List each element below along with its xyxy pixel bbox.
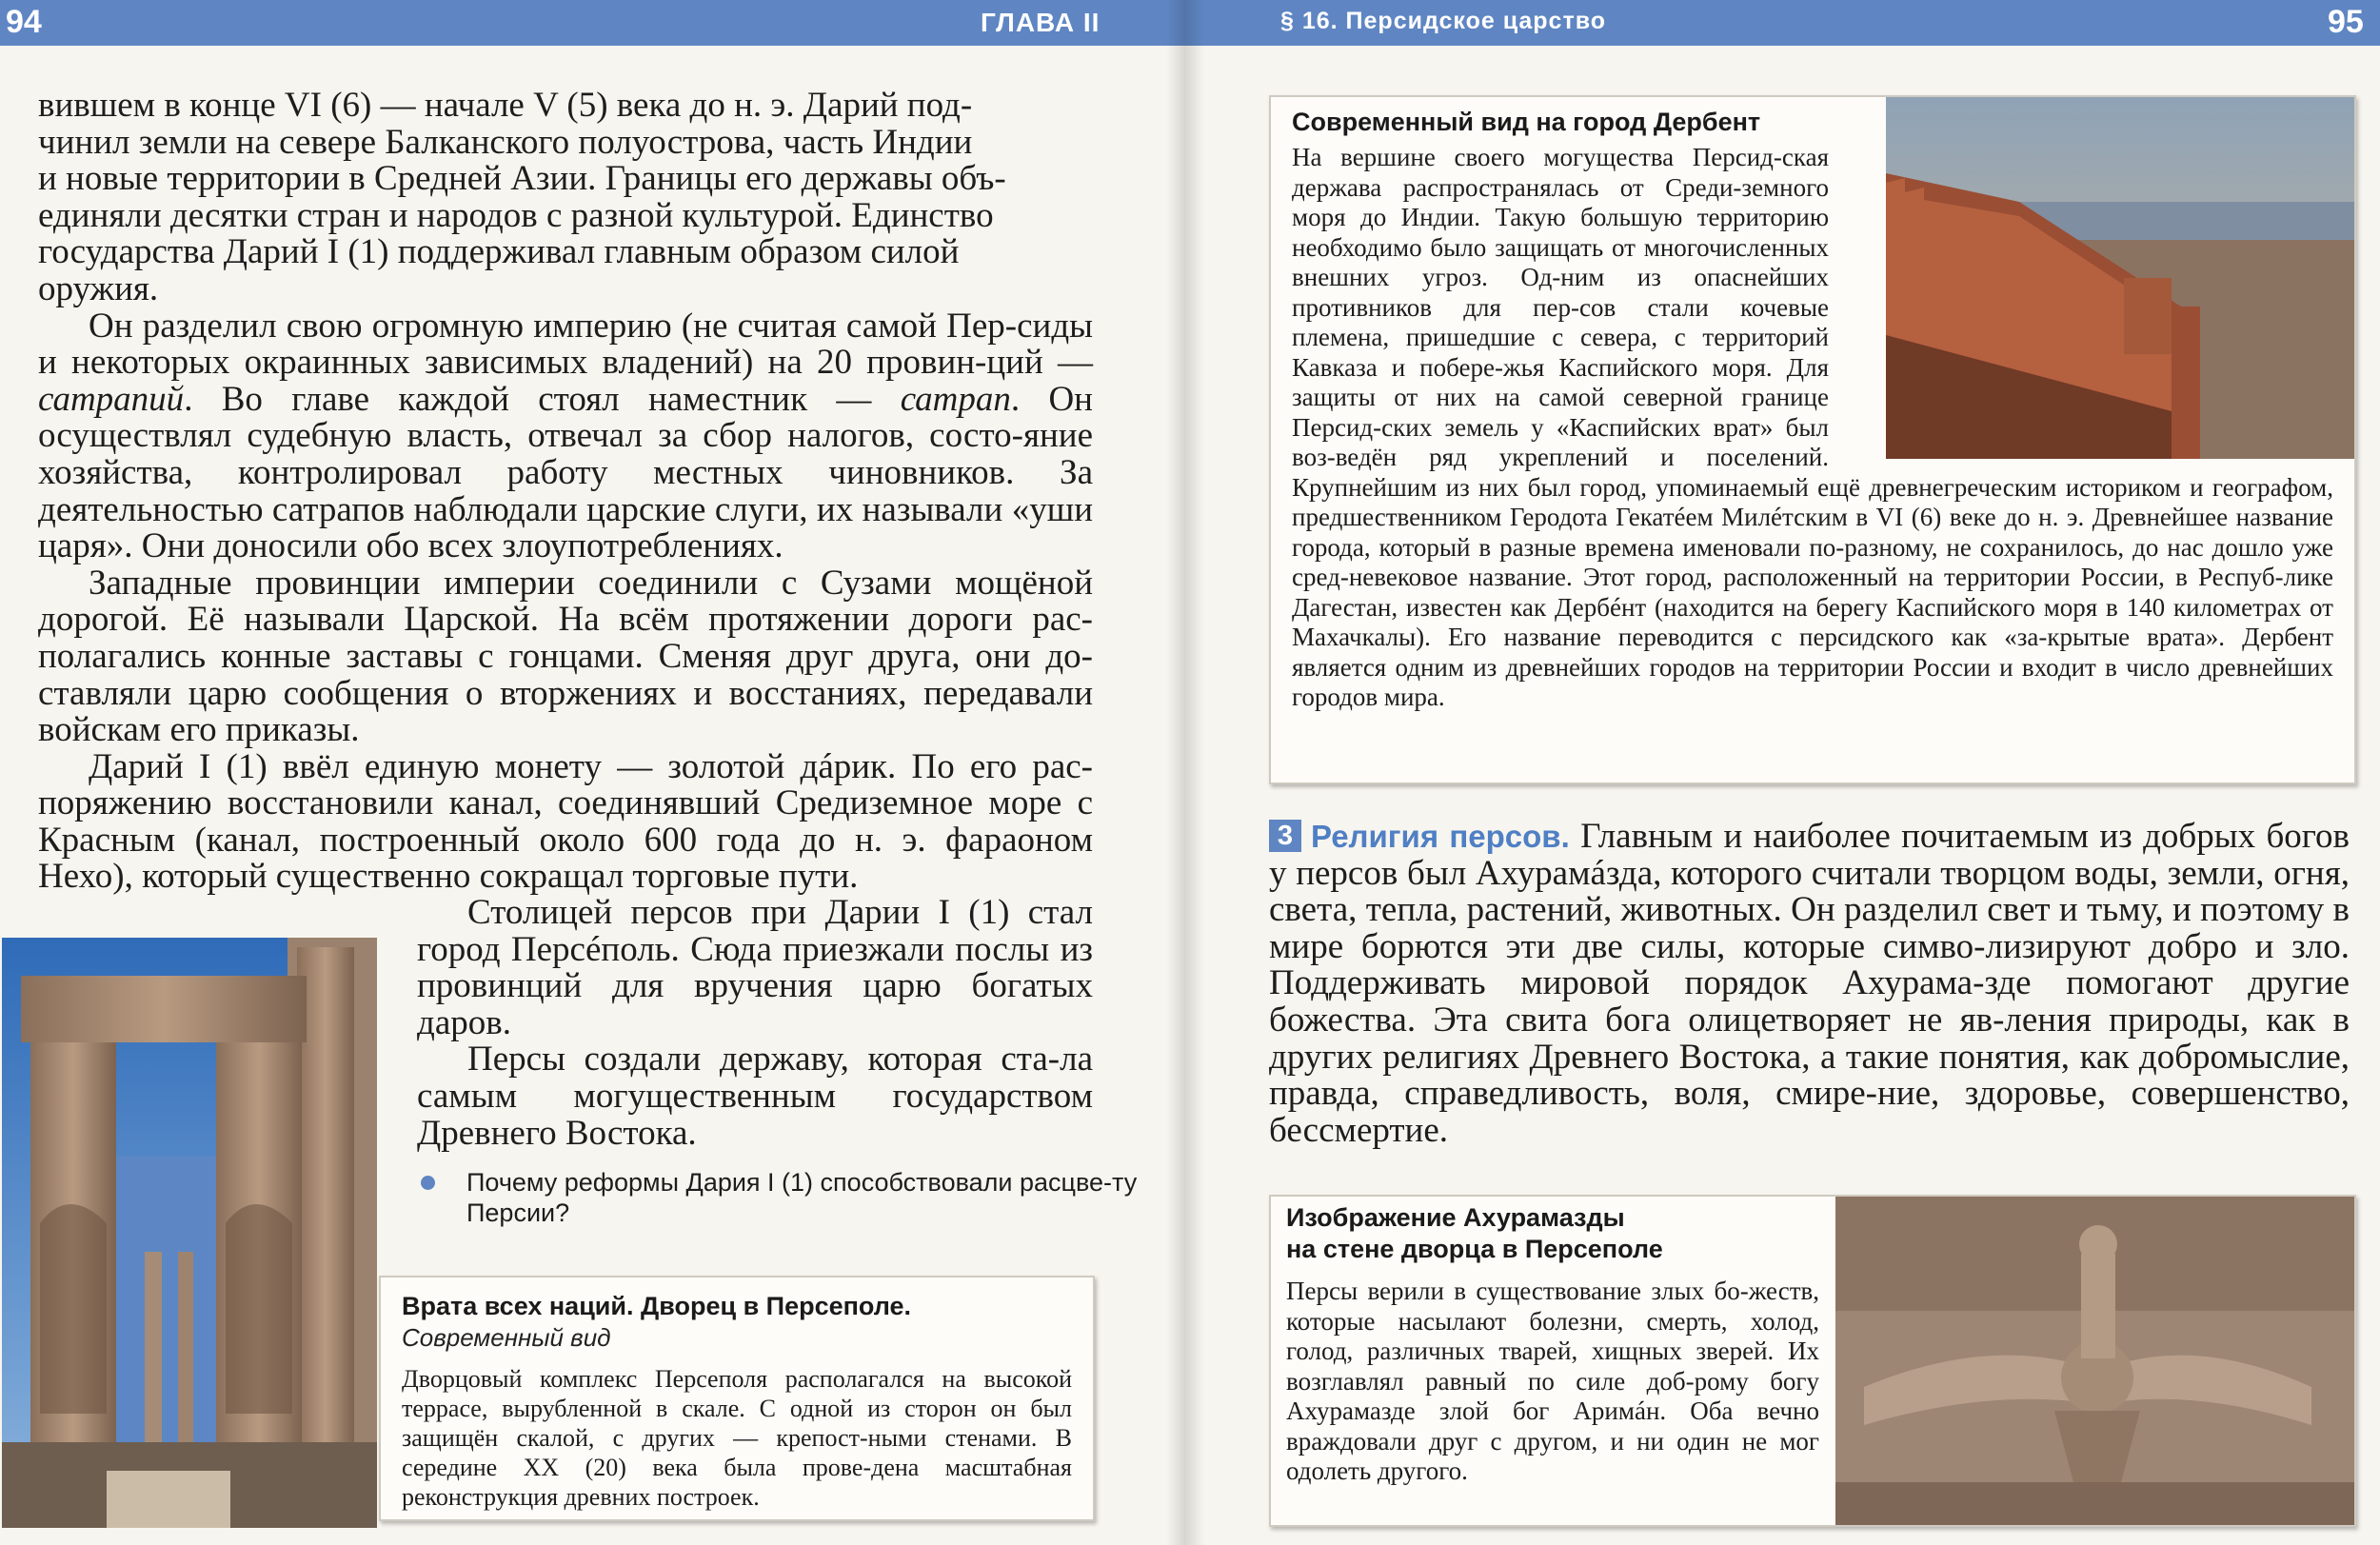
book-gutter <box>1166 0 1204 1545</box>
term-satrap: сатрап <box>900 379 1011 419</box>
section-header: § 16. Персидское царство <box>1280 8 1607 34</box>
religion-section <box>1269 819 2350 1149</box>
derbent-body: На вершине своего могущества Персид-ская держава распространялась от Среди-земного моря до Индии. Такую большую территорию необходимо было защищать от многочисленных внешних угроз. Од-ним из опаснейших противников для пер-сов стали кочевые племена, пришедшие с севера, с территорий Кавказа и побере-жья Каспийского моря. Для защиты от них на самой северной границе Персид-ских земель у «Каспийских врат» был воз-ведён ряд укреплений и поселений. Крупнейшим из них был город, упоминаемый ещё древнегреческим историком и географом, предшественником Геродота Гекатéем Милéтским в VI (6) веке до н. э. Древнейшее название города, который в разные времена именовали по-разному, не сохранилось, до нас дошло уже сред-невековое название. Этот город, расположенный на территории России, в Респуб-лике Дагестан, известен как Дербéнт (находится на берегу Каспийского моря в 140 километрах от Махачкалы). Его название переводится с персидского как «за-крытые врата». Дербент является одним из древнейших городов на территории России и входит в число древнейших городов мира. <box>1292 143 2333 711</box>
left-capital-text <box>417 895 1093 1152</box>
text-line: чинил земли на севере Балканского полуострова, часть Индии <box>38 122 973 162</box>
text-line: оружия. <box>38 268 159 308</box>
section-number-badge: 3 <box>1269 820 1301 852</box>
chapter-title: ГЛАВА II <box>981 8 1101 37</box>
persepolis-gate-photo <box>2 938 377 1528</box>
paragraph-royal-road: Западные провинции империи соединили с Сузами мощёной дорогой. Её называли Царской. На всём протяжении дороги рас-полагались конные заставы с гонцами. Сменяя друг друга, они до-ставляли царю сообщения о вторжениях и восстаниях, передавали войскам его приказы. <box>38 563 1093 750</box>
paragraph-satrapies: Он разделил свою огромную империю (не считая самой Пер-сиды и некоторых окраинных зависимых владений) на 20 провин-ций — сатрапий. Во главе каждой стоял наместник — сатрап. Он осуществлял судебную власть, отвечал за сбор налогов, состо-яние хозяйства, контролировал работу местных чиновников. За деятельностью сатрапов наблюдали царские слуги, их называли «уши царя». Они доносили обо всех злоупотреблениях. <box>38 306 1093 566</box>
right-header-bar <box>1185 0 2380 46</box>
derbent-text-top <box>1292 107 1844 138</box>
ahura-title-1: Изображение Ахурамазды <box>1286 1203 1625 1232</box>
left-main-text <box>38 88 1093 896</box>
ahuramazda-box <box>1269 1195 2356 1527</box>
text-line: единяли десятки стран и народов с разной культурой. Единство <box>38 195 994 235</box>
paragraph-power: Персы создали державу, которая ста-ла самым могущественным государством Древнего Востока. <box>417 1040 1093 1153</box>
text-line: государства Дарий I (1) поддерживал главным образом силой <box>38 232 960 272</box>
caption-body: Дворцовый комплекс Персеполя располагался на высокой террасе, вырубленной в скале. С одной из сторон он был защищён скалой, с других — крепост-ными стенами. В середине XX (20) века была прове-дена масштабная реконструкция древних построек. <box>402 1365 1072 1511</box>
bullet-icon <box>421 1176 435 1190</box>
ahura-title-2: на стене дворца в Персеполе <box>1286 1235 1663 1263</box>
page-number-left: 94 <box>6 4 42 40</box>
caption-title: Врата всех наций. Дворец в Персеполе. <box>402 1292 912 1320</box>
caption-subtitle: Современный вид <box>402 1323 611 1352</box>
derbent-box <box>1269 95 2356 784</box>
derbent-title: Современный вид на город Дербент <box>1292 108 1761 136</box>
text-line: и новые территории в Средней Азии. Границы его державы объ- <box>38 159 1006 199</box>
right-page <box>1185 0 2380 1545</box>
persepolis-caption-box <box>379 1276 1095 1521</box>
ahuramazda-relief-photo <box>1835 1197 2354 1525</box>
term-satrapy: сатрапий <box>38 379 185 419</box>
left-page <box>0 0 1185 1545</box>
ahura-body: Персы верили в существование злых бо-жеств, которые насылают болезни, смерть, холод, голод, различных тварей, хищных зверей. Их возглавлял равный по силе доб-рому богу Ахурамазде злой бог Аримáн. Оба вечно враждовали друг с другом, и ни один не мог одолеть другого. <box>1286 1277 1819 1485</box>
paragraph-persepolis: Столицей персов при Дарии I (1) стал город Персéполь. Сюда приезжали послы из провинций для вручения царю богатых даров. <box>417 893 1093 1042</box>
text-line: вившем в конце VI (6) — начале V (5) века до н. э. Дарий под- <box>38 86 973 125</box>
religion-paragraph: 3 Религия персов. Главным и наиболее почитаемым из добрых богов у персов был Ахурамáзда, которого считали творцом воды, земли, огня, света, тепла, растений, животных. Он разделил свет и тьму, и поэтому в мире борются эти две силы, которые симво-лизируют добро и зло. Поддерживать мировой порядок Ахурама-зде помогают другие божества. Эта свита бога олицетворяет не яв-ления природы, как в других религиях Древнего Востока, а такие понятия, как добромыслие, правда, справедливость, воля, смире-ние, здоровье, совершенство, бессмертие. <box>1269 817 2350 1150</box>
ahura-text <box>1286 1202 1819 1487</box>
paragraph-daric: Дарий I (1) ввёл единую монету — золотой дáрик. По его рас-поряжению восстановили канал, соединявший Средиземное море с Красным (канал, построенный около 600 года до н. э. фараоном Нехо), который существенно сокращал торговые пути. <box>38 746 1093 897</box>
left-header-bar <box>0 0 1185 46</box>
page-number-right: 95 <box>2328 4 2364 40</box>
review-question: Почему реформы Дария I (1) способствовали расцве-ту Персии? <box>421 1167 1139 1228</box>
section-title: Религия персов. <box>1311 819 1570 854</box>
